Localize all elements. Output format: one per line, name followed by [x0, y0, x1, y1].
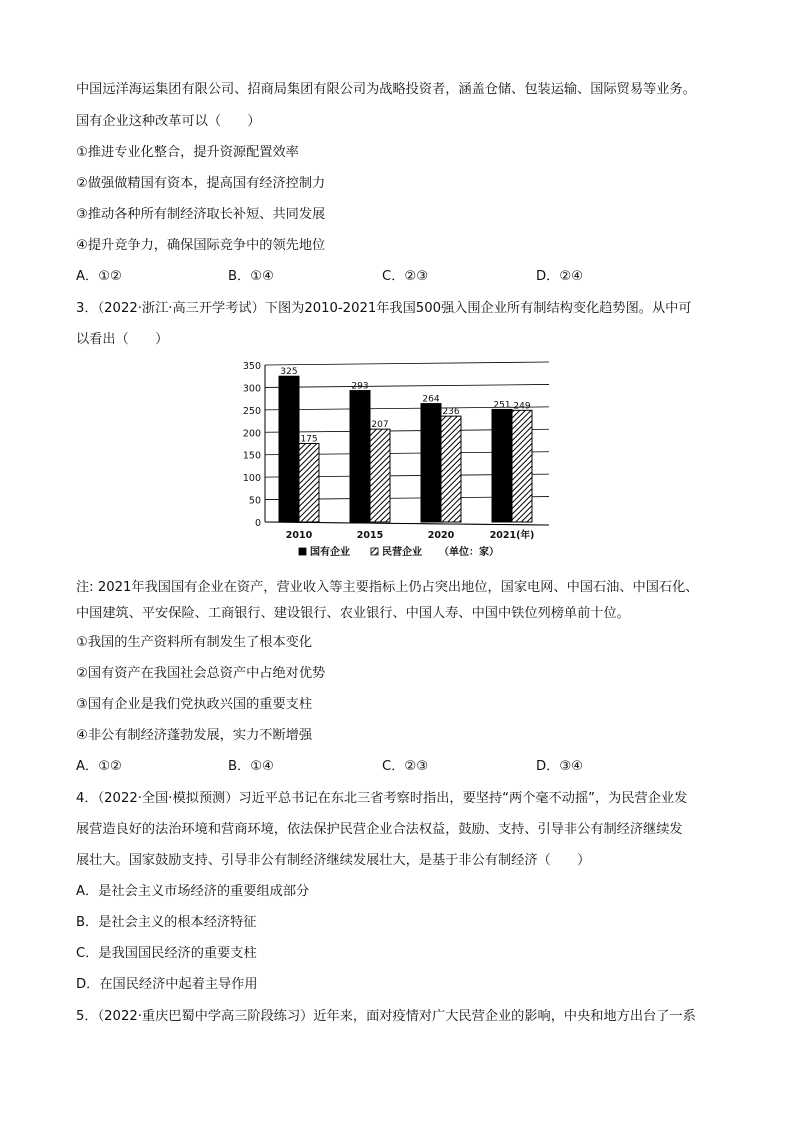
q4-option-d[interactable]: D．在国民经济中起着主导作用	[76, 977, 258, 992]
q4-stem-line: 展营造良好的法治环境和营商环境，依法保护民营企业合法权益，鼓励、支持、引导非公有制经济继续发	[76, 822, 683, 837]
x-tick-label: 2021(年)	[489, 530, 535, 541]
bar-private-2010	[299, 444, 319, 523]
q2-statement: ④提升竞争力，确保国际竞争中的领先地位	[76, 238, 326, 253]
bar-state-owned-2010	[279, 376, 299, 522]
legend-label: 国有企业	[310, 547, 350, 558]
q3-statement: ③国有企业是我们党执政兴国的重要支柱	[76, 697, 313, 712]
data-label: 264	[422, 394, 440, 405]
q3-statement: ②国有资产在我国社会总资产中占绝对优势	[76, 666, 326, 681]
q2-option-a[interactable]: A．①②	[76, 269, 122, 284]
y-tick-label: 50	[248, 495, 261, 507]
q3-statement: ①我国的生产资料所有制发生了根本变化	[76, 635, 313, 650]
y-tick-label: 200	[242, 428, 261, 440]
q3-note-line: 注: 2021年我国国有企业在资产，营业收入等主要指标上仍占突出地位，国家电网、中国石油、中国石化、	[76, 580, 699, 595]
q2-statement: ③推动各种所有制经济取长补短、共同发展	[76, 207, 326, 222]
y-tick-label: 300	[242, 383, 261, 395]
chart-svg	[233, 357, 553, 562]
x-tick-label: 2015	[356, 530, 384, 541]
data-label: 236	[442, 407, 460, 418]
y-tick-label: 150	[242, 450, 261, 462]
data-label: 207	[371, 420, 389, 431]
legend-unit-label: （单位：家）	[439, 547, 499, 558]
y-tick-label: 0	[254, 518, 261, 529]
q3-options	[76, 757, 726, 777]
q3-option-d[interactable]: D．③④	[536, 759, 583, 774]
data-label: 251	[493, 400, 511, 411]
q4-option-a[interactable]: A．是社会主义市场经济的重要组成部分	[76, 884, 310, 899]
chart-bars	[279, 376, 532, 522]
q2-option-d[interactable]: D．②④	[536, 269, 583, 284]
q2-text-line: 国有企业这种改革可以（ ）	[76, 114, 261, 129]
q3-stem-line: 3．（2022·浙江·高三开学考试）下图为2010-2021年我国500强入围企业所有制结构变化趋势图。从中可	[76, 301, 692, 316]
q2-statement: ②做强做精国有资本，提高国有经济控制力	[76, 176, 326, 191]
chart-legend	[299, 545, 499, 558]
gridline	[265, 362, 549, 365]
bar-private-2021(年)	[512, 410, 532, 522]
q3-option-b[interactable]: B．①④	[228, 759, 274, 774]
legend-swatch	[371, 548, 378, 555]
x-tick-label: 2020	[427, 530, 455, 541]
y-tick-label: 250	[242, 405, 261, 417]
data-label: 249	[513, 401, 531, 412]
q3-statement: ④非公有制经济蓬勃发展，实力不断增强	[76, 728, 313, 743]
bar-private-2015	[370, 429, 390, 522]
y-tick-label: 100	[242, 473, 261, 485]
q3-option-a[interactable]: A．①②	[76, 759, 122, 774]
ownership-bar-chart	[233, 357, 553, 562]
q2-text-line: 中国远洋海运集团有限公司、招商局集团有限公司为战略投资者，涵盖仓储、包装运输、国际贸易等业务。	[76, 82, 696, 97]
q5-stem-line: 5．（2022·重庆巴蜀中学高三阶段练习）近年来，面对疫情对广大民营企业的影响，中央和地方出台了一系	[76, 1009, 696, 1024]
q3-stem-line: 以看出（ ）	[76, 332, 169, 347]
data-label: 325	[280, 367, 298, 378]
data-label: 293	[351, 381, 369, 392]
data-label: 175	[300, 434, 318, 445]
q4-stem-line: 展壮大。国家鼓励支持、引导非公有制经济继续发展壮大，是基于非公有制经济（ ）	[76, 853, 591, 868]
y-tick-label: 350	[242, 361, 261, 372]
q2-option-b[interactable]: B．①④	[228, 269, 274, 284]
q2-options	[76, 267, 726, 287]
q2-statement: ①推进专业化整合，提升资源配置效率	[76, 145, 299, 160]
legend-swatch	[299, 548, 306, 555]
q4-option-c[interactable]: C．是我国国民经济的重要支柱	[76, 946, 257, 961]
x-tick-label: 2010	[285, 530, 313, 541]
q3-note-line: 中国建筑、平安保险、工商银行、建设银行、农业银行、中国人寿、中国中铁位列榜单前十位。	[76, 606, 630, 621]
bar-state-owned-2020	[421, 404, 441, 522]
legend-label: 民营企业	[382, 547, 422, 558]
bar-state-owned-2015	[350, 391, 370, 522]
q2-option-c[interactable]: C．②③	[382, 269, 429, 284]
q4-stem-line: 4．（2022·全国·模拟预测）习近平总书记在东北三省考察时指出，要坚持“两个毫不动摇”，为民营企业发	[76, 791, 688, 806]
bar-private-2020	[441, 416, 461, 522]
bar-state-owned-2021(年)	[492, 409, 512, 522]
gridline	[265, 384, 549, 387]
q4-option-b[interactable]: B．是社会主义的根本经济特征	[76, 915, 257, 930]
q3-option-c[interactable]: C．②③	[382, 759, 429, 774]
